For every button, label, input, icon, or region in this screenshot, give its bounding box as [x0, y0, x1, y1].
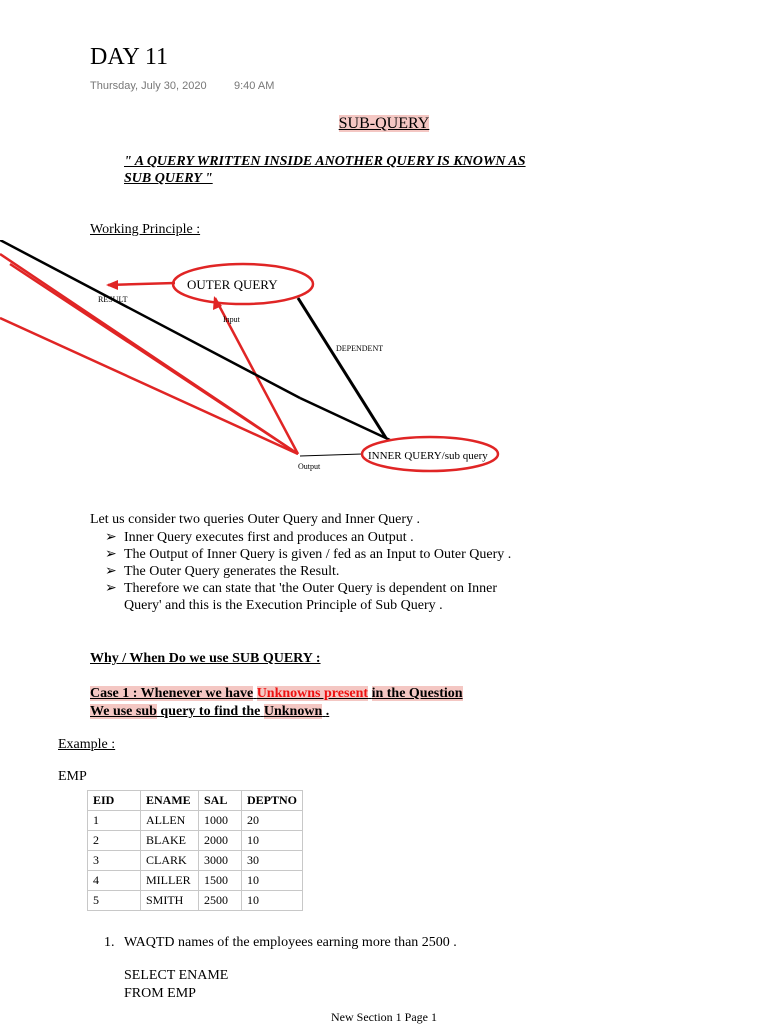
input-label: Input [223, 315, 240, 324]
column-header: SAL [199, 791, 242, 811]
table-cell: MILLER [141, 871, 199, 891]
table-cell: 1000 [199, 811, 242, 831]
table-cell: 4 [88, 871, 141, 891]
table-cell: BLAKE [141, 831, 199, 851]
table-cell: CLARK [141, 851, 199, 871]
why-heading: Why / When Do we use SUB QUERY : [90, 651, 321, 666]
arrow-bullet-icon: ➢ [105, 581, 117, 596]
table-cell: 20 [242, 811, 303, 831]
list-item: ➢ The Output of Inner Query is given / fed as an Input to Outer Query . [105, 547, 512, 562]
table-cell: 2 [88, 831, 141, 851]
arrow-bullet-icon: ➢ [105, 547, 117, 562]
list-item: ➢ Inner Query executes first and produces an Output . [105, 530, 414, 545]
column-header: EID [88, 791, 141, 811]
table-cell: 3 [88, 851, 141, 871]
working-principle-label: Working Principle : [90, 222, 201, 237]
table-cell: 2500 [199, 891, 242, 911]
column-header: ENAME [141, 791, 199, 811]
page-title: DAY 11 [90, 44, 169, 70]
definition-text: " A QUERY WRITTEN INSIDE ANOTHER QUERY IS KNOWN AS SUB QUERY " [124, 154, 526, 186]
table-cell: 2000 [199, 831, 242, 851]
question-text: WAQTD names of the employees earning more than 2500 . [124, 935, 457, 950]
table-cell: 1500 [199, 871, 242, 891]
inner-query-label: INNER QUERY/sub query [368, 450, 488, 462]
case1-text: Case 1 : Whenever we have Unknowns present in the Question We use sub query to find the Unknown . [90, 686, 463, 719]
column-header: DEPTNO [242, 791, 303, 811]
table-name: EMP [58, 769, 87, 784]
table-cell: 30 [242, 851, 303, 871]
sql-line-1: SELECT ENAME [124, 968, 229, 983]
sql-line-2: FROM EMP [124, 986, 196, 1001]
table-cell: SMITH [141, 891, 199, 911]
table-row [88, 831, 303, 851]
question-number: 1. [104, 935, 115, 950]
arrow-bullet-icon: ➢ [105, 530, 117, 545]
table-cell: 10 [242, 891, 303, 911]
page-footer: New Section 1 Page 1 [331, 1010, 437, 1024]
table-header-row [88, 791, 303, 811]
list-item: ➢ The Outer Query generates the Result. [105, 564, 340, 579]
table-row [88, 851, 303, 871]
table-cell: 1 [88, 811, 141, 831]
arrow-bullet-icon: ➢ [105, 564, 117, 579]
table-cell: 3000 [199, 851, 242, 871]
subquery-diagram [0, 240, 768, 480]
page-date: Thursday, July 30, 2020 [90, 80, 207, 92]
table-cell: 10 [242, 871, 303, 891]
table-cell: ALLEN [141, 811, 199, 831]
emp-table [87, 790, 303, 911]
principle-list [105, 529, 565, 614]
table-row [88, 871, 303, 891]
dependent-label: DEPENDENT [336, 344, 384, 353]
table-row [88, 891, 303, 911]
table-row [88, 811, 303, 831]
intro-text: Let us consider two queries Outer Query and Inner Query . [90, 512, 421, 527]
outer-query-label: OUTER QUERY [187, 277, 278, 292]
table-cell: 10 [242, 831, 303, 851]
list-item: ➢ Therefore we can state that 'the Outer Query is dependent on Inner Query' and this is the Execution Principle of Sub Query . [105, 581, 497, 613]
result-label: RESULT [98, 295, 128, 304]
example-label: Example : [58, 737, 116, 752]
output-label: Output [298, 462, 321, 471]
section-heading: SUB-QUERY [338, 115, 430, 132]
table-cell: 5 [88, 891, 141, 911]
page-time: 9:40 AM [234, 80, 275, 92]
